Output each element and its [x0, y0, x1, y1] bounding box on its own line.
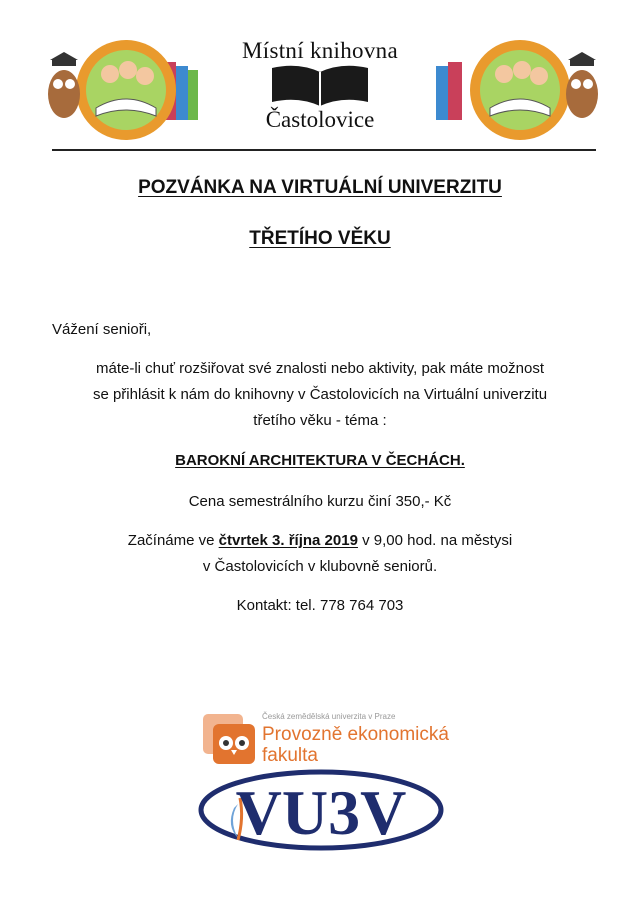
library-mascot-logo-right [432, 34, 602, 144]
contact-phone: Kontakt: tel. 778 764 703 [236, 597, 404, 614]
owl-faculty-icon [203, 714, 257, 766]
library-header [0, 0, 640, 150]
start-date: čtvrtek 3. října 2019 [218, 532, 358, 549]
invitation-title-line2 [0, 228, 640, 250]
library-mascot-logo-left [44, 34, 214, 144]
course-topic [0, 452, 640, 469]
library-title: Místní knihovna [242, 38, 398, 63]
course-topic-text: BAROKNÍ ARCHITEKTURA V ČECHÁCH. [175, 452, 465, 469]
title-line2-text: TŘETÍHO VĚKU [249, 228, 391, 249]
start-info [40, 528, 600, 580]
invitation-title-line1 [0, 177, 640, 199]
library-town: Častolovice [265, 107, 375, 132]
vu3v-logo-text: VU3V [235, 777, 407, 848]
intro-paragraph [40, 356, 600, 434]
university-name: Česká zemědělská univerzita v Praze [262, 712, 396, 721]
start-suffix: v 9,00 hod. na městysi [357, 532, 513, 549]
open-book-icon [268, 62, 372, 110]
intro-line1: máte-li chuť rozšiřovat své znalosti nebo aktivity, pak máte možnost [95, 360, 545, 377]
faculty-name-line1: Provozně ekonomická [262, 724, 449, 745]
faculty-name-line2: fakulta [262, 745, 318, 766]
start-prefix: Začínáme ve [127, 532, 219, 549]
greeting: Vážení senioři, [52, 321, 152, 338]
vu3v-logo [198, 768, 444, 852]
start-line1 [40, 528, 600, 554]
intro-line2: se přihlásit k nám do knihovny v Častolovicích na Virtuální univerzitu [92, 386, 548, 403]
start-line2: v Častolovicích v klubovně seniorů. [202, 558, 438, 575]
course-price: Cena semestrálního kurzu činí 350,- Kč [188, 493, 452, 510]
intro-line3: třetího věku - téma : [253, 412, 387, 429]
title-line1-text: POZVÁNKA NA VIRTUÁLNÍ UNIVERZITU [138, 177, 502, 198]
header-divider [52, 149, 596, 151]
